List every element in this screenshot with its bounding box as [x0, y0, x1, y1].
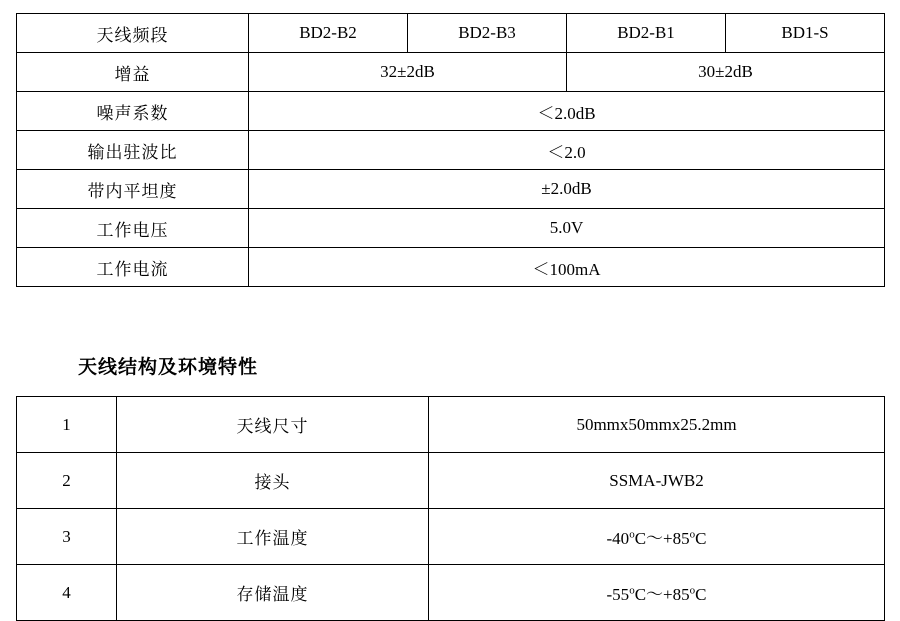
env-row-name: 工作温度 — [117, 509, 429, 565]
section-heading: 天线结构及环境特性 — [78, 356, 259, 378]
env-row-value: 50mmx50mmx25.2mm — [429, 397, 885, 453]
env-row-value — [429, 509, 885, 565]
env-row-name: 天线尺寸 — [117, 397, 429, 453]
band-cell-2: BD2-B3 — [408, 14, 567, 53]
degree-symbol: o — [629, 584, 635, 597]
band-cell-1: BD2-B2 — [249, 14, 408, 53]
spec-row-value: ±2.0dB — [249, 170, 885, 209]
env-row-index: 1 — [17, 397, 117, 453]
band-cell-4: BD1-S — [726, 14, 885, 53]
temp-mid: C～+85 — [634, 585, 690, 604]
spec-row-label: 输出驻波比 — [17, 131, 249, 170]
env-row-value: SSMA-JWB2 — [429, 453, 885, 509]
table-row — [17, 397, 885, 453]
env-row-name: 接头 — [117, 453, 429, 509]
table-row — [17, 53, 885, 92]
temp-min: -55 — [606, 585, 630, 604]
spec-row-label: 工作电流 — [17, 248, 249, 287]
env-row-name: 存储温度 — [117, 565, 429, 621]
degree-symbol: o — [689, 584, 696, 597]
spec-row-label: 工作电压 — [17, 209, 249, 248]
table-row — [17, 170, 885, 209]
spec-row-label: 天线频段 — [17, 14, 249, 53]
spec-row-label: 带内平坦度 — [17, 170, 249, 209]
spec-row-value: 5.0V — [249, 209, 885, 248]
band-cell-3: BD2-B1 — [567, 14, 726, 53]
env-row-index: 3 — [17, 509, 117, 565]
env-row-index: 2 — [17, 453, 117, 509]
degree-symbol: o — [629, 528, 635, 541]
table-row — [17, 453, 885, 509]
table-row — [17, 131, 885, 170]
table-row — [17, 509, 885, 565]
table-row — [17, 14, 885, 53]
table-row — [17, 92, 885, 131]
degree-symbol: o — [689, 528, 696, 541]
table-row — [17, 565, 885, 621]
env-row-value — [429, 565, 885, 621]
spec-row-label: 噪声系数 — [17, 92, 249, 131]
temp-mid: C～+85 — [634, 529, 690, 548]
spec-row-value: 32±2dB — [249, 53, 567, 92]
spec-row-value: ＜2.0 — [249, 131, 885, 170]
spec-row-label: 增益 — [17, 53, 249, 92]
spec-row-value: 30±2dB — [567, 53, 885, 92]
temp-unit: C — [695, 529, 707, 548]
antenna-environment-table — [16, 396, 885, 621]
antenna-spec-table — [16, 13, 885, 287]
temp-min: -40 — [606, 529, 630, 548]
table-row — [17, 248, 885, 287]
table-row — [17, 209, 885, 248]
spec-row-value: ＜2.0dB — [249, 92, 885, 131]
temp-unit: C — [695, 585, 707, 604]
spec-row-value: ＜100mA — [249, 248, 885, 287]
env-row-index: 4 — [17, 565, 117, 621]
